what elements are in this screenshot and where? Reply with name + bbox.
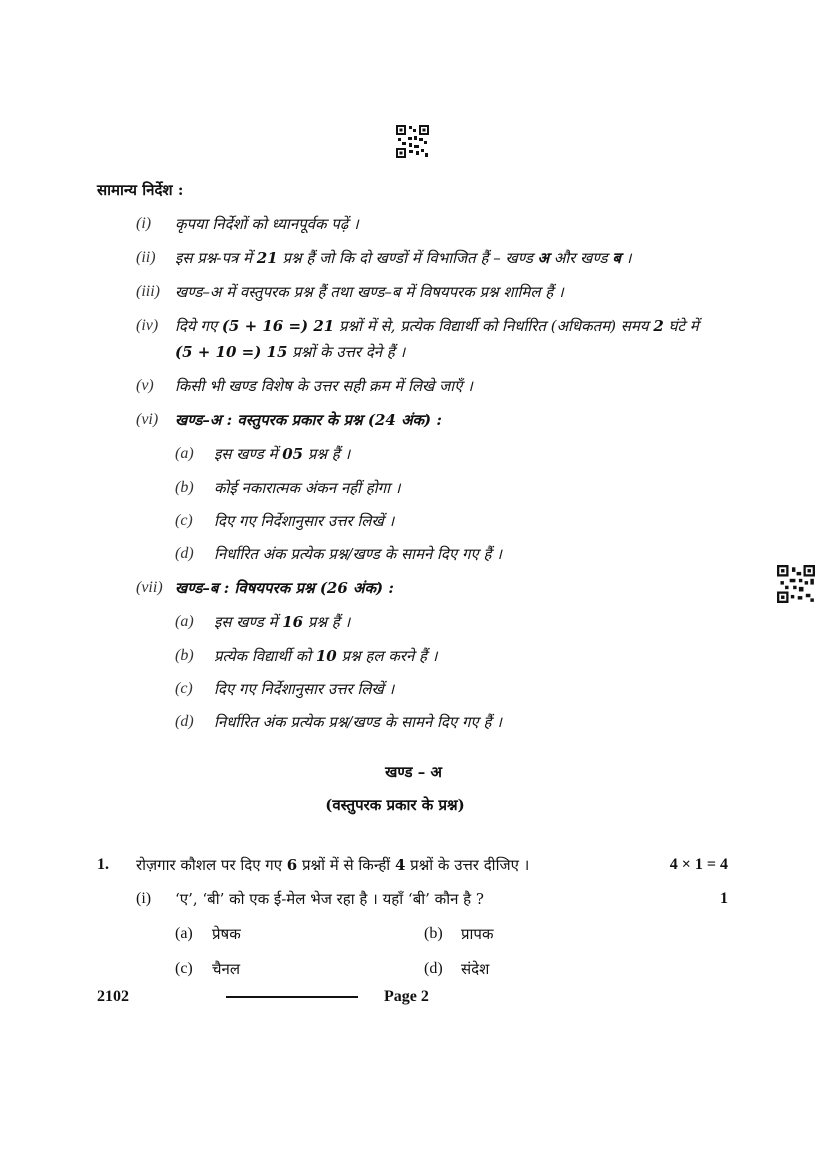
text-segment: प्रश्न हैं । xyxy=(303,445,351,463)
text-segment: प्रत्येक विद्यार्थी को xyxy=(214,647,316,665)
sub-item-label: (b) xyxy=(175,647,194,664)
text-segment: प्रश्न हल करने हैं । xyxy=(336,647,438,665)
sub-item-label: (c) xyxy=(175,512,193,529)
sub-item-label: (a) xyxy=(175,445,194,462)
section-subtitle: (वस्तुपरक प्रकार के प्रश्न) xyxy=(325,796,465,814)
sub-item-text xyxy=(214,612,350,632)
qr-code-icon xyxy=(777,565,815,603)
option-label: (c) xyxy=(175,960,193,977)
qr-code-graphic xyxy=(777,565,815,603)
sub-question-number: (i) xyxy=(136,890,152,907)
sub-item-label: (d) xyxy=(175,713,194,730)
instruction-number: (ii) xyxy=(136,249,156,266)
text-segment: दिये गए xyxy=(175,317,222,335)
bold-text: ब xyxy=(612,249,621,267)
instruction-text xyxy=(175,316,699,336)
section-b-instruction: खण्ड–ब : विषयपरक प्रश्न (26 अंक) : xyxy=(175,579,394,597)
instruction-text xyxy=(175,248,631,268)
section-title: खण्ड – अ xyxy=(385,763,442,781)
option-label: (a) xyxy=(175,925,193,942)
qr-code-icon xyxy=(396,125,429,158)
question-marks: 4 × 1 = 4 xyxy=(669,856,728,873)
text-segment: प्रश्नों में से, प्रत्येक विद्यार्थी को निर्धारित (अधिकतम) समय xyxy=(334,317,654,335)
option-label: (b) xyxy=(424,925,443,942)
text-segment: प्रश्न हैं । xyxy=(303,613,351,631)
option-text: संदेश xyxy=(461,960,490,978)
instruction-number: (vii) xyxy=(136,579,163,596)
question-text xyxy=(136,855,529,875)
text-segment: रोज़गार कौशल पर दिए गए xyxy=(136,856,287,874)
bold-number: 6 xyxy=(286,856,298,874)
bold-text: अ xyxy=(537,249,550,267)
instruction-number: (vi) xyxy=(136,411,159,428)
sub-item-label: (c) xyxy=(175,680,193,697)
section-a-instruction: खण्ड–अ : वस्तुपरक प्रकार के प्रश्न (24 अंक) : xyxy=(175,411,442,429)
text-segment: प्रश्नों के उत्तर दीजिए । xyxy=(405,856,530,874)
text-segment: । xyxy=(620,249,632,267)
text-segment: प्रश्नों के उत्तर देने हैं । xyxy=(287,343,406,361)
bold-number: (5 + 10 =) 15 xyxy=(175,343,288,361)
sub-item-text: निर्धारित अंक प्रत्येक प्रश्न/खण्ड के सामने दिए गए हैं । xyxy=(214,545,502,563)
instruction-number: (v) xyxy=(136,377,154,394)
paper-code: 2102 xyxy=(97,988,129,1005)
option-text: प्रापक xyxy=(461,925,494,943)
option-label: (d) xyxy=(424,960,443,977)
text-segment: इस खण्ड में xyxy=(214,613,283,631)
instruction-number: (iv) xyxy=(136,317,159,334)
bold-number: 05 xyxy=(282,445,304,463)
sub-item-text xyxy=(214,444,350,464)
text-segment: और खण्ड xyxy=(549,249,613,267)
bold-number: 16 xyxy=(282,613,304,631)
sub-item-label: (b) xyxy=(175,479,194,496)
option-text: प्रेषक xyxy=(212,925,241,943)
text-segment: इस प्रश्न-पत्र में xyxy=(175,249,257,267)
sub-item-text xyxy=(214,646,437,666)
sub-question-marks: 1 xyxy=(720,890,728,907)
footer-rule xyxy=(226,996,358,998)
text-segment: प्रश्न हैं जो कि दो खण्डों में विभाजित हैं – खण्ड xyxy=(277,249,538,267)
bold-number: (5 + 16 =) 21 xyxy=(221,317,335,335)
instruction-text: किसी भी खण्ड विशेष के उत्तर सही क्रम में लिखे जाएँ । xyxy=(175,377,473,395)
qr-code-graphic xyxy=(396,125,429,158)
instruction-text: कृपया निर्देशों को ध्यानपूर्वक पढ़ें । xyxy=(175,215,359,233)
page-number: Page 2 xyxy=(384,988,429,1005)
text-segment: इस खण्ड में xyxy=(214,445,283,463)
instruction-number: (iii) xyxy=(136,283,160,300)
general-instructions-heading: सामान्य निर्देश : xyxy=(97,181,184,199)
sub-question-text: ‘ए’, ‘बी’ को एक ई-मेल भेज रहा है । यहाँ ‘बी’ कौन है ? xyxy=(175,890,484,908)
sub-item-text: निर्धारित अंक प्रत्येक प्रश्न/खण्ड के सामने दिए गए हैं । xyxy=(214,713,502,731)
bold-number: 10 xyxy=(315,647,337,665)
bold-number: 4 xyxy=(394,856,406,874)
sub-item-text: दिए गए निर्देशानुसार उत्तर लिखें । xyxy=(214,512,395,530)
text-segment: घंटे में xyxy=(663,317,699,335)
instruction-text xyxy=(175,342,405,362)
instruction-text: खण्ड–अ में वस्तुपरक प्रश्न हैं तथा खण्ड–ब में विषयपरक प्रश्न शामिल हैं । xyxy=(175,283,564,301)
option-text: चैनल xyxy=(212,960,241,978)
question-number: 1. xyxy=(97,856,109,873)
bold-number: 21 xyxy=(256,249,278,267)
text-segment: प्रश्नों में से किन्हीं xyxy=(297,856,395,874)
sub-item-text: दिए गए निर्देशानुसार उत्तर लिखें । xyxy=(214,680,395,698)
bold-number: 2 xyxy=(653,317,664,335)
instruction-number: (i) xyxy=(136,215,152,232)
sub-item-text: कोई नकारात्मक अंकन नहीं होगा । xyxy=(214,479,401,497)
sub-item-label: (d) xyxy=(175,545,194,562)
sub-item-label: (a) xyxy=(175,613,194,630)
